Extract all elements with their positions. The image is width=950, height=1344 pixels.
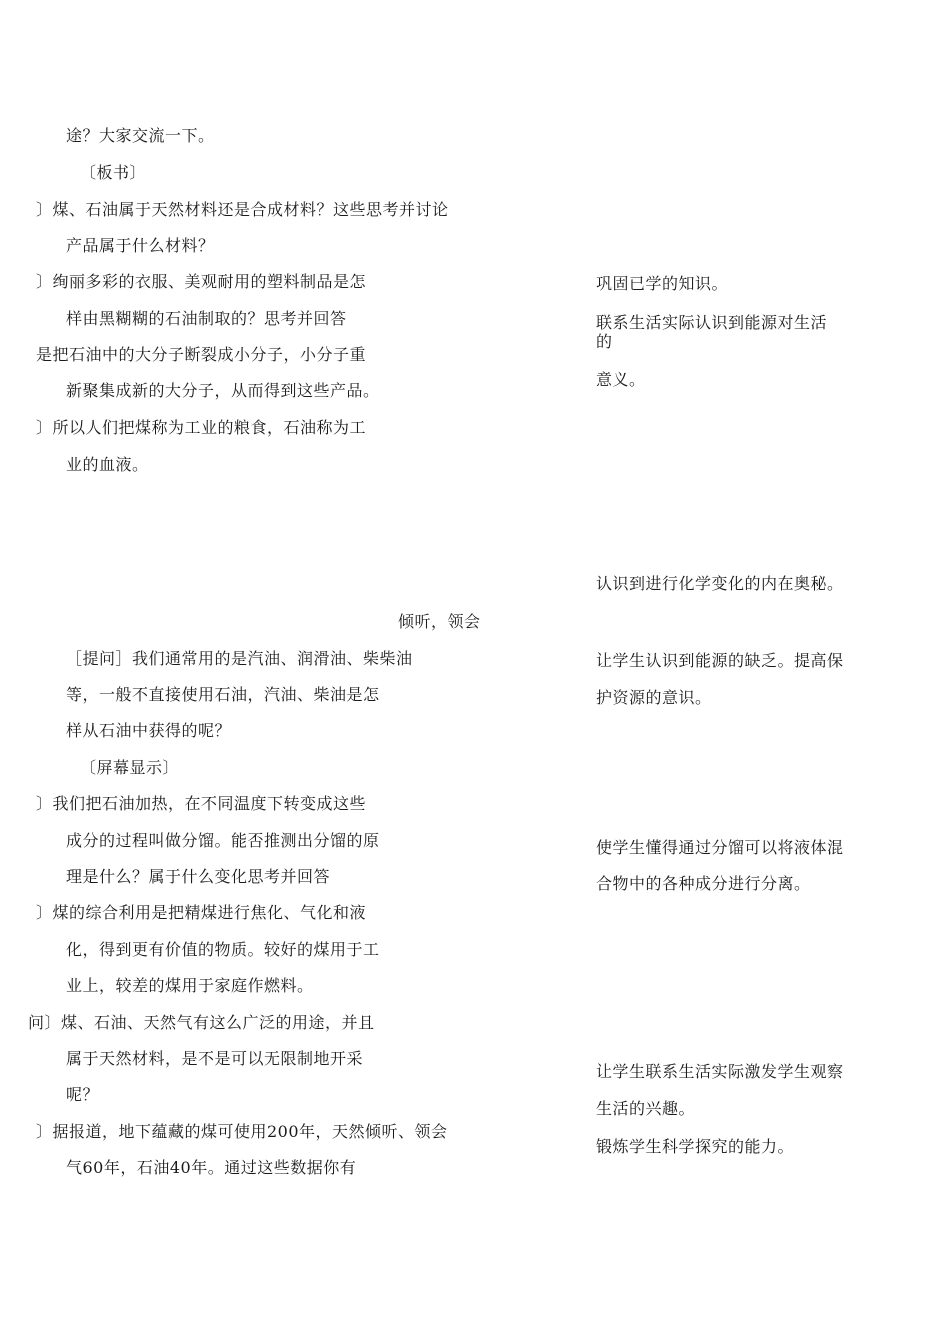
text-line: 途？大家交流一下。: [66, 126, 215, 145]
text-line: 业的血液。: [66, 455, 149, 474]
intent-line: 合物中的各种成分进行分离。: [596, 874, 811, 893]
text-line: 化，得到更有价值的物质。较好的煤用于工: [66, 940, 380, 959]
text-line: 〕煤的综合利用是把精煤进行焦化、气化和液: [36, 903, 367, 922]
text-line: 〕据报道，地下蕴藏的煤可使用200年，天然倾听、领会: [36, 1122, 448, 1141]
intent-line: 让学生联系生活实际激发学生观察: [596, 1062, 844, 1081]
text-line: 等，一般不直接使用石油，汽油、柴油是怎: [66, 685, 380, 704]
intent-line: 让学生认识到能源的缺乏。提高保: [596, 651, 844, 670]
text-line: 〕我们把石油加热，在不同温度下转变成这些: [36, 794, 367, 813]
intent-line: 锻炼学生科学探究的能力。: [596, 1137, 795, 1156]
text-line: 气60年，石油40年。通过这些数据你有: [66, 1158, 357, 1177]
text-line: 〕所以人们把煤称为工业的粮食，石油称为工: [36, 418, 367, 437]
intent-line: 巩固已学的知识。: [596, 274, 729, 293]
text-line: 呢？: [66, 1085, 100, 1104]
intent-line: 使学生懂得通过分馏可以将液体混: [596, 838, 844, 857]
text-line: 属于天然材料，是不是可以无限制地开采: [66, 1049, 364, 1068]
intent-line: 联系生活实际认识到能源对生活: [596, 313, 828, 332]
text-line: 〕绚丽多彩的衣服、美观耐用的塑料制品是怎: [36, 272, 367, 291]
intent-line: 护资源的意识。: [596, 688, 712, 707]
intent-line: 认识到进行化学变化的内在奥秘。: [596, 574, 844, 593]
board-note-label: 〔板书〕: [80, 163, 147, 182]
intent-line: 的: [596, 332, 613, 351]
text-line: 理是什么？属于什么变化思考并回答: [66, 867, 331, 886]
screen-display-label: 〔屏幕显示〕: [80, 758, 180, 777]
text-line: 样从石油中获得的呢？: [66, 721, 232, 740]
listen-label: 倾听，领会: [398, 612, 481, 631]
question-line: ［提问］我们通常用的是汽油、润滑油、柴柴油: [66, 649, 413, 668]
text-line: 〕煤、石油属于天然材料还是合成材料？这些思考并讨论: [36, 200, 449, 219]
text-line: 新聚集成新的大分子，从而得到这些产品。: [66, 381, 380, 400]
intent-line: 意义。: [596, 370, 646, 389]
text-line: 产品属于什么材料？: [66, 236, 215, 255]
question-line: 问〕煤、石油、天然气有这么广泛的用途，并且: [28, 1013, 375, 1032]
text-line: 是把石油中的大分子断裂成小分子，小分子重: [36, 345, 367, 364]
text-line: 成分的过程叫做分馏。能否推测出分馏的原: [66, 831, 380, 850]
intent-line: 生活的兴趣。: [596, 1099, 696, 1118]
text-line: 业上，较差的煤用于家庭作燃料。: [66, 976, 314, 995]
text-line: 样由黑糊糊的石油制取的？思考并回答: [66, 309, 347, 328]
